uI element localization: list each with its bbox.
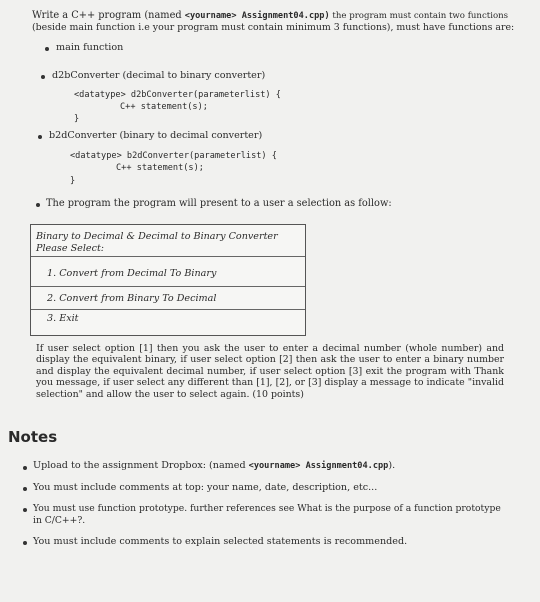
menu-divider [31,309,305,310]
menu-box [30,224,306,336]
menu-prompt: Please Select: [36,243,105,254]
note-upload-text: Upload to the assignment Dropbox: (named [33,460,249,471]
bullet-icon [23,541,27,545]
intro-filename: <yourname> Assignment04.cpp) [184,11,330,21]
menu-option-1: 1. Convert from Decimal To Binary [47,268,217,279]
note-item-comments: You must include comments at top: your name, date, description, etc... [33,482,378,493]
selection-intro: The program the program will present to a user a selection as follow: [46,198,392,209]
b2d-code-signature: <datatype> b2dConverter(parameterlist) { [70,151,277,161]
note-item-prototype-line-2: in C/C++?. [33,515,86,526]
function-main: main function [56,42,124,53]
note-item-upload [33,460,395,472]
bullet-icon [36,203,40,207]
menu-divider [31,286,305,287]
d2b-code-close: } [74,114,80,124]
function-b2d: b2dConverter (binary to decimal converter) [49,130,263,141]
intro-text-b: the program must contain two functions [329,11,509,21]
menu-option-2: 2. Convert from Binary To Decimal [47,293,217,304]
menu-divider [31,256,305,257]
b2d-code-body: C++ statement(s); [116,163,204,173]
menu-option-3: 3. Exit [47,313,79,324]
intro-line-2: (beside main function i.e your program must contain minimum 3 functions), must have functions are: [32,22,515,33]
note-item-prototype-line-1: You must use function prototype. further references see What is the purpose of a function prototype [33,503,501,514]
function-d2b: d2bConverter (decimal to binary converter) [52,70,266,81]
d2b-code-body: C++ statement(s); [120,102,208,112]
intro-text-a: Write a C++ program (named [32,10,185,21]
bullet-icon [41,75,45,79]
note-upload-filename: <yourname> Assignment04.cpp [248,461,389,471]
bullet-icon [23,508,27,512]
description-paragraph: If user select option [1] then you ask the user to enter a decimal number (whole number) and display the equivalent binary, if user select option [2] then ask the user to enter a binary number and display the equivalent decimal number, if user select option [3] exit the program with Thank you message, if user select any different than [1], [2], or [3] display a message to indicate "invalid selection" and allow the user to select again. (10 points) [36,343,504,400]
menu-title: Binary to Decimal & Decimal to Binary Converter [36,231,278,242]
bullet-icon [38,135,42,139]
bullet-icon [23,466,27,470]
intro-line-1 [32,10,508,22]
note-item-explain: You must include comments to explain selected statements is recommended. [33,536,408,547]
b2d-code-close: } [70,176,76,186]
notes-heading: Notes [8,428,58,446]
note-upload-end: ). [388,460,396,471]
bullet-icon [23,487,27,491]
bullet-icon [45,47,49,51]
d2b-code-signature: <datatype> d2bConverter(parameterlist) { [74,90,281,100]
